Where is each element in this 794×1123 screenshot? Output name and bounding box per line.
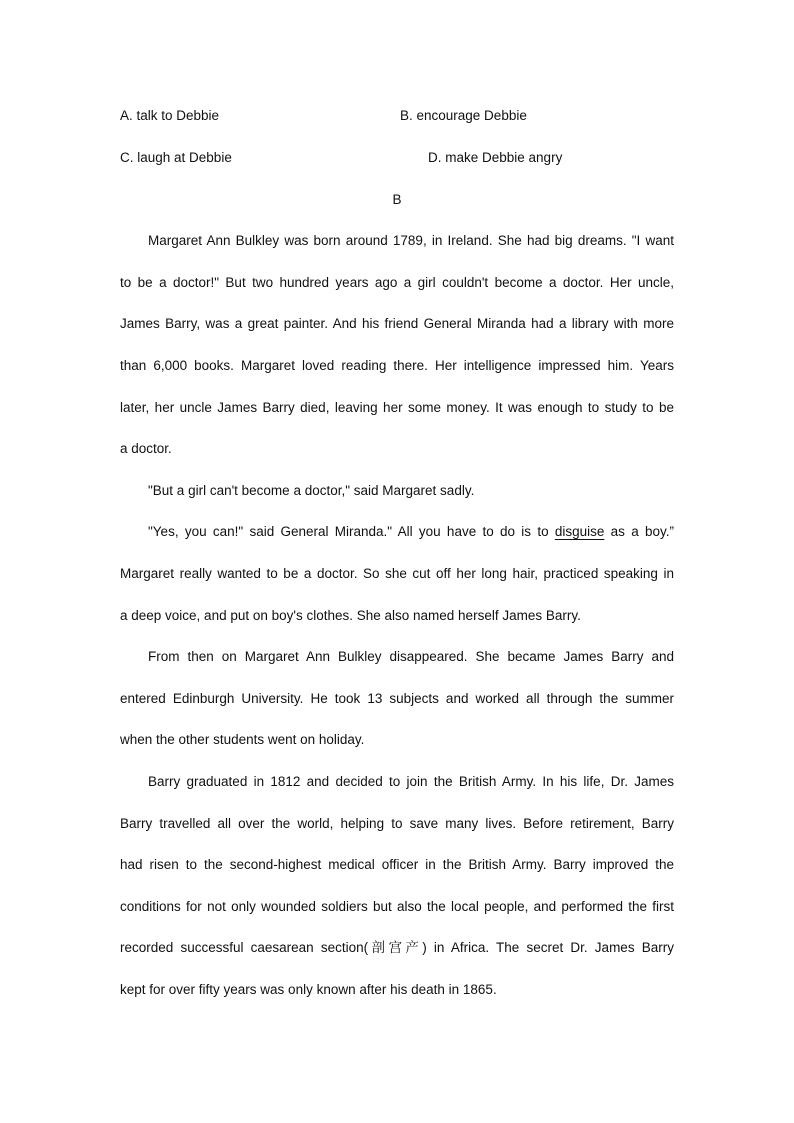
paragraph-3-text-after: as a boy.”: [610, 524, 674, 539]
paragraph-2: "But a girl can't become a doctor," said Margaret sadly.: [148, 483, 475, 498]
paragraph-4-line-1: From then on Margaret Ann Bulkley disappeared. She became James Barry and: [148, 649, 674, 664]
paragraph-5-line-2: Barry travelled all over the world, helping to save many lives. Before retirement, Barry: [120, 816, 674, 831]
paragraph-5-line-5: recorded successful caesarean section(剖宫产) in Africa. The secret Dr. James Barry: [120, 940, 674, 955]
paragraph-3-line-3: a deep voice, and put on boy's clothes. She also named herself James Barry.: [120, 608, 581, 623]
paragraph-1-line-5: later, her uncle James Barry died, leaving her some money. It was enough to study to be: [120, 400, 674, 415]
paragraph-3-line-1: [148, 522, 674, 542]
option-b: B. encourage Debbie: [400, 108, 527, 123]
paragraph-5-line-4: conditions for not only wounded soldiers but also the local people, and performed the first: [120, 899, 674, 914]
option-d: D. make Debbie angry: [428, 150, 563, 165]
option-a: A. talk to Debbie: [120, 108, 220, 123]
paragraph-1-line-4: than 6,000 books. Margaret loved reading there. Her intelligence impressed him. Years: [120, 358, 674, 373]
underlined-word-disguise: disguise: [554, 524, 605, 539]
option-c: C. laugh at Debbie: [120, 150, 232, 165]
paragraph-5-line-3: had risen to the second-highest medical officer in the British Army. Barry improved the: [120, 857, 674, 872]
paragraph-3-text-before: "Yes, you can!" said General Miranda." All you have to do is to: [148, 524, 549, 539]
paragraph-1-line-3: James Barry, was a great painter. And his friend General Miranda had a library with more: [120, 316, 674, 331]
paragraph-1-line-6: a doctor.: [120, 441, 172, 456]
paragraph-5-line-1: Barry graduated in 1812 and decided to join the British Army. In his life, Dr. James: [148, 774, 674, 789]
section-label: B: [392, 192, 402, 207]
paragraph-1-line-2: to be a doctor!" But two hundred years ago a girl couldn't become a doctor. Her uncle,: [120, 275, 674, 290]
paragraph-1-line-1: Margaret Ann Bulkley was born around 1789, in Ireland. She had big dreams. "I want: [148, 233, 674, 248]
paragraph-4-line-3: when the other students went on holiday.: [120, 732, 365, 747]
paragraph-4-line-2: entered Edinburgh University. He took 13 subjects and worked all through the summer: [120, 691, 674, 706]
paragraph-3-line-2: Margaret really wanted to be a doctor. So she cut off her long hair, practiced speaking in: [120, 566, 674, 581]
paragraph-5-line-6: kept for over fifty years was only known after his death in 1865.: [120, 982, 497, 997]
